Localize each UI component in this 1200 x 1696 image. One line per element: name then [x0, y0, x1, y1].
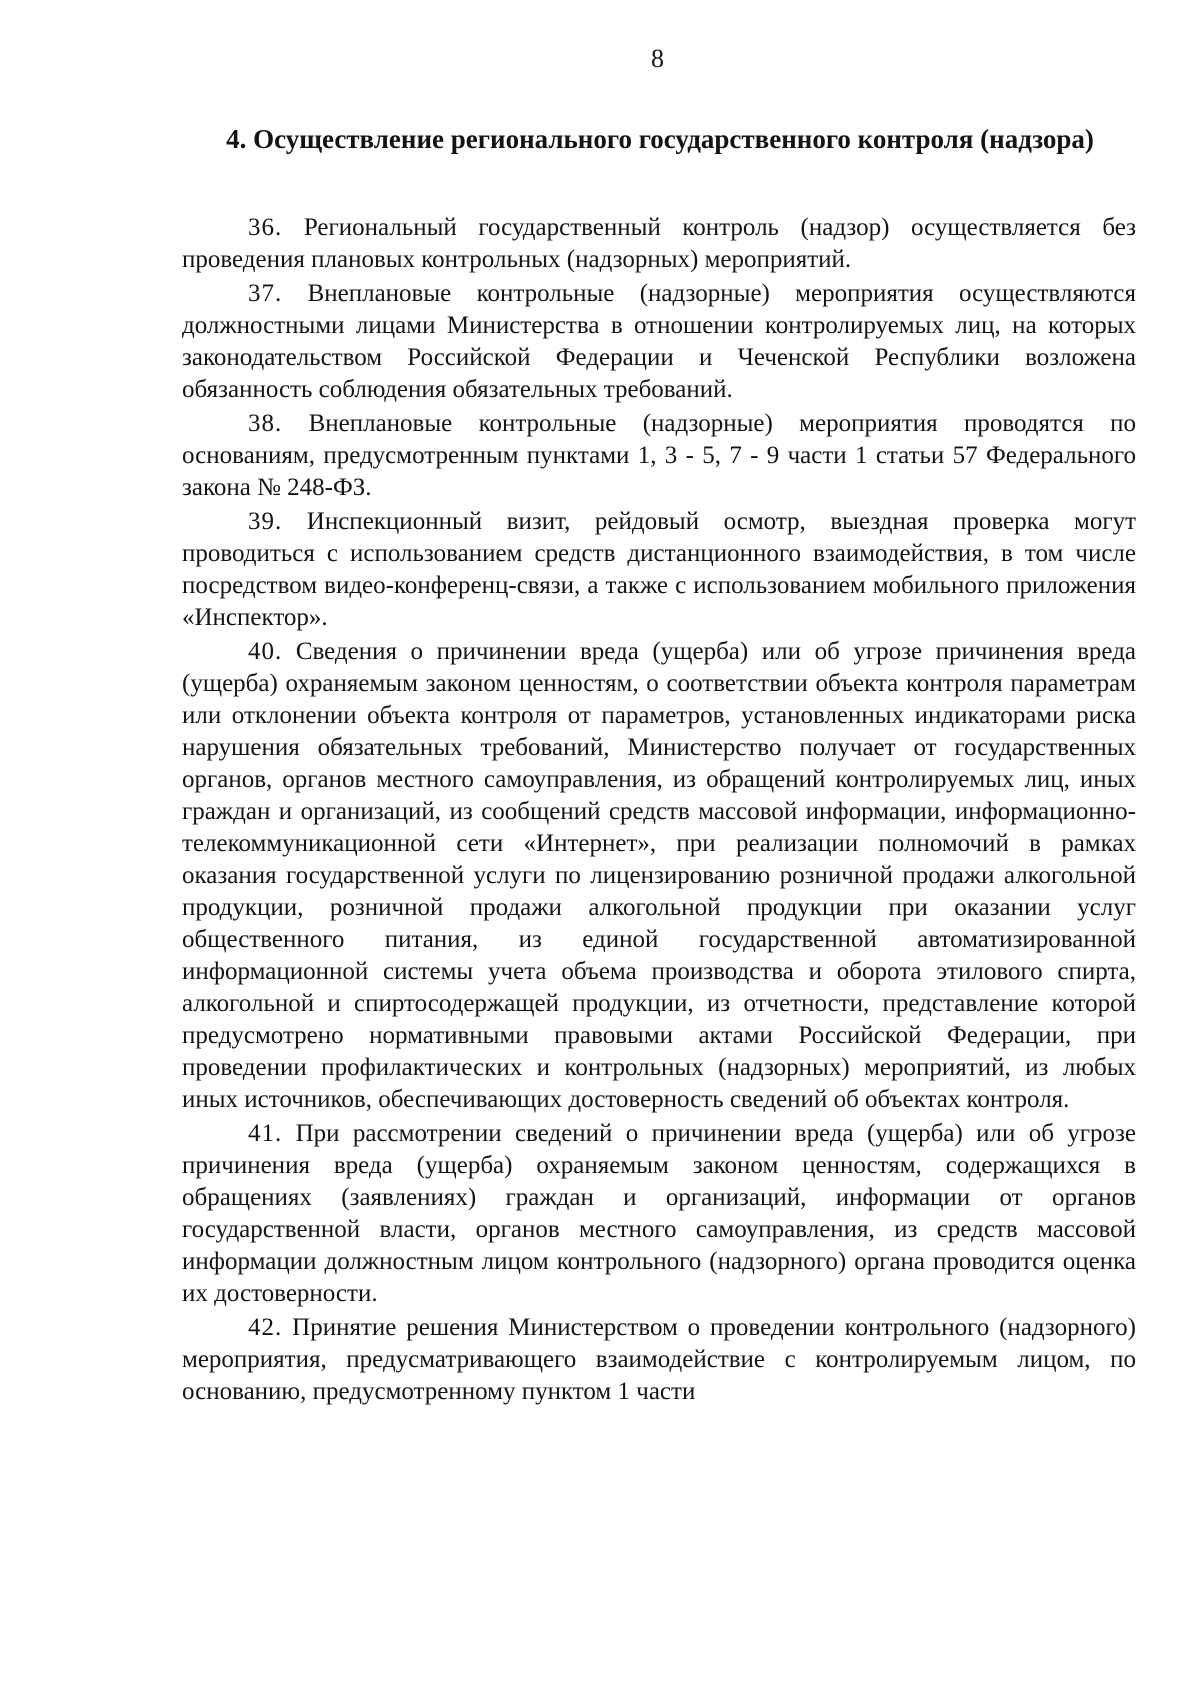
paragraph-41 [182, 1118, 1136, 1310]
paragraph-number: 41. [248, 1120, 283, 1147]
paragraph-text: Внеплановые контрольные (надзорные) мероприятия проводятся по основаниям, предусмотренным пунктами 1, 3 - 5, 7 - 9 части 1 статьи 57 Федерального закона № 248-ФЗ. [182, 410, 1137, 501]
paragraph-number: 40. [248, 638, 283, 665]
section-title: 4. Осуществление регионального государственного контроля (надзора) [226, 124, 1094, 154]
paragraph-text: Региональный государственный контроль (надзор) осуществляется без проведения плановых контрольных (надзорных) мероприятий. [182, 214, 1137, 273]
paragraph-number: 42. [248, 1314, 283, 1341]
paragraph-number: 37. [248, 280, 283, 307]
paragraph-text: Внеплановые контрольные (надзорные) мероприятия осуществляются должностными лицами Министерства в отношении контролируемых лиц, на которых законодательством Российской Федерации и Чеченской Республики возложена обязанность соблюдения обязательных требований. [182, 280, 1136, 403]
paragraph-number: 36. [248, 214, 283, 241]
paragraph-39 [182, 506, 1136, 634]
paragraph-number: 39. [248, 508, 283, 535]
paragraph-40 [182, 636, 1136, 1116]
page-number: 8 [651, 44, 664, 73]
paragraph-36 [182, 212, 1136, 276]
paragraph-38 [182, 408, 1136, 504]
paragraph-text: Инспекционный визит, рейдовый осмотр, выездная проверка могут проводиться с использованием средств дистанционного взаимодействия, в том числе посредством видео-конференц-связи, а также с использованием мобильного приложения «Инспектор». [182, 508, 1136, 631]
document-body [182, 212, 1136, 1410]
paragraph-number: 38. [248, 410, 283, 437]
paragraph-37 [182, 278, 1136, 406]
paragraph-text: При рассмотрении сведений о причинении вреда (ущерба) или об угрозе причинения вреда (ущерба) охраняемым законом ценностям, содержащихся в обращениях (заявлениях) граждан и организаций, информации от органов государственной власти, органов местного самоуправления, из средств массовой информации должностным лицом контрольного (надзорного) органа проводится оценка их достоверности. [182, 1120, 1136, 1307]
paragraph-text: Сведения о причинении вреда (ущерба) или об угрозе причинения вреда (ущерба) охраняемым законом ценностям, о соответствии объекта контроля параметрам или отклонении объекта контроля от параметров, установленных индикаторами риска нарушения обязательных требований, Министерство получает от государственных органов, органов местного самоуправления, из обращений контролируемых лиц, иных граждан и организаций, из сообщений средств массовой информации, информационно-телекоммуникационной сети «Интернет», при реализации полномочий в рамках оказания государственной услуги по лицензированию розничной продажи алкогольной продукции, розничной продажи алкогольной продукции при оказании услуг общественного питания, из единой государственной автоматизированной информационной системы учета объема производства и оборота этилового спирта, алкогольной и спиртосодержащей продукции, из отчетности, представление которой предусмотрено нормативными правовыми актами Российской Федерации, при проведении профилактических и контрольных (надзорных) мероприятий, из любых иных источников, обеспечивающих достоверность сведений об объектах контроля. [182, 638, 1137, 1113]
paragraph-42 [182, 1312, 1136, 1408]
paragraph-text: Принятие решения Министерством о проведении контрольного (надзорного) мероприятия, предусматривающего взаимодействие с контролируемым лицом, по основанию, предусмотренному пунктом 1 части [182, 1314, 1136, 1405]
